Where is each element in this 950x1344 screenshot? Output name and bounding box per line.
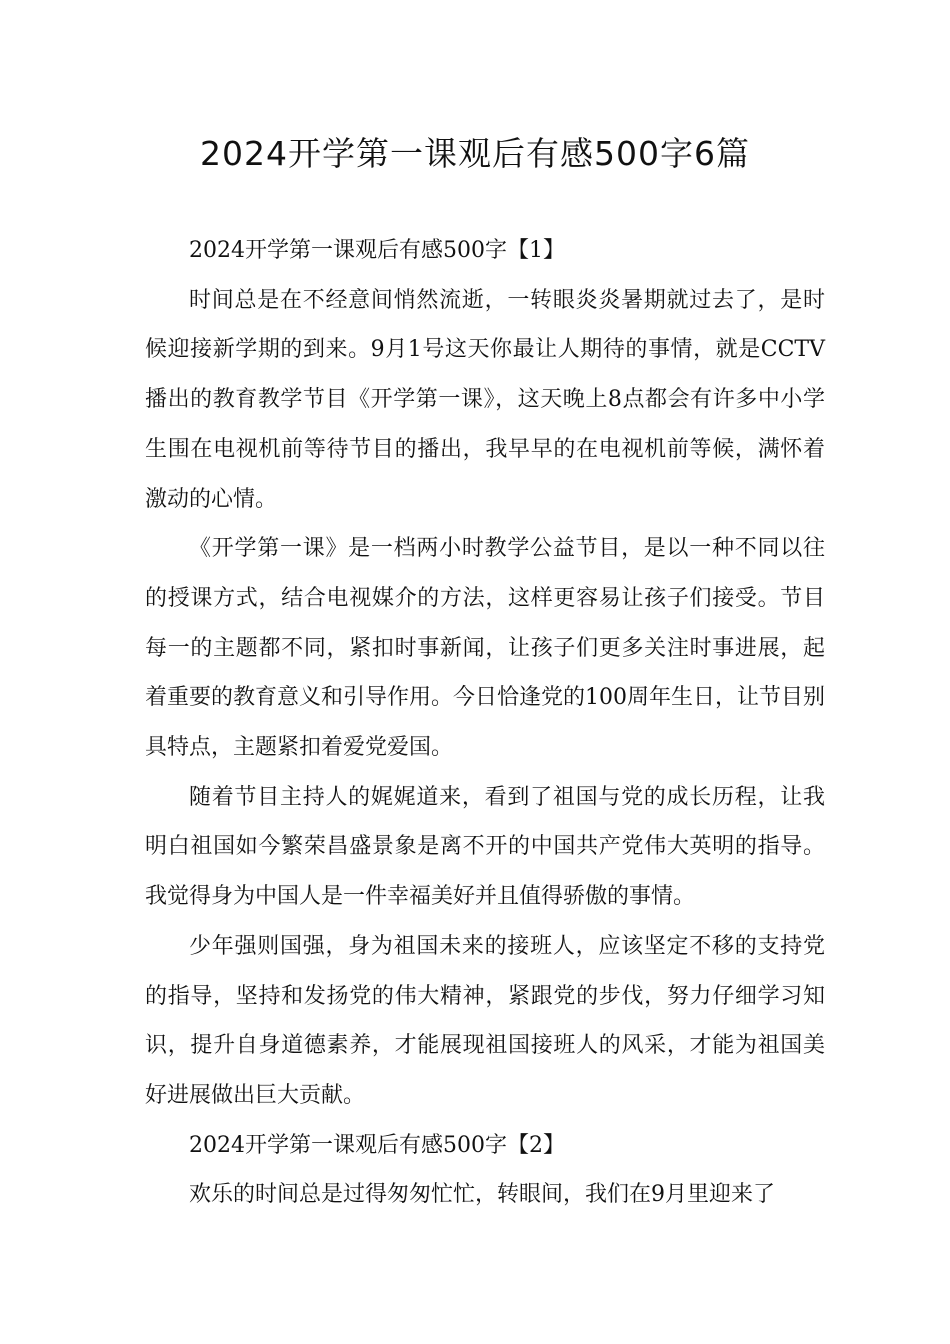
paragraph-1-1: 时间总是在不经意间悄然流逝，一转眼炎炎暑期就过去了，是时候迎接新学期的到来。9月1号这天你最让人期待的事情，就是CCTV播出的教育教学节目《开学第一课》，这天晚上8点都会有许多中小学生围在电视机前等待节目的播出，我早早的在电视机前等候，满怀着激动的心情。 — [145, 287, 825, 512]
section-heading-1: 2024开学第一课观后有感500字【1】 — [189, 238, 565, 263]
paragraph-1-2: 《开学第一课》是一档两小时教学公益节目，是以一种不同以往的授课方式，结合电视媒介的方法，这样更容易让孩子们接受。节目每一的主题都不同，紧扣时事新闻，让孩子们更多关注时事进展，起着重要的教育意义和引导作用。今日恰逢党的100周年生日，让节目别具特点，主题紧扣着爱党爱国。 — [145, 536, 825, 761]
paragraph-1-4: 少年强则国强，身为祖国未来的接班人，应该坚定不移的支持党的指导，坚持和发扬党的伟大精神，紧跟党的步伐，努力仔细学习知识，提升自身道德素养，才能展现祖国接班人的风采，才能为祖国美好进展做出巨大贡献。 — [145, 933, 825, 1108]
paragraph-2-1: 欢乐的时间总是过得匆匆忙忙，转眼间，我们在9月里迎来了 — [189, 1182, 775, 1208]
document-body — [145, 226, 825, 1220]
section-heading-2: 2024开学第一课观后有感500字【2】 — [189, 1132, 565, 1158]
document-title: 2024开学第一课观后有感500字6篇 — [200, 134, 750, 173]
paragraph-1-3: 随着节目主持人的娓娓道来，看到了祖国与党的成长历程，让我明白祖国如今繁荣昌盛景象是离不开的中国共产党伟大英明的指导。我觉得身为中国人是一件幸福美好并且值得骄傲的事情。 — [145, 784, 825, 910]
